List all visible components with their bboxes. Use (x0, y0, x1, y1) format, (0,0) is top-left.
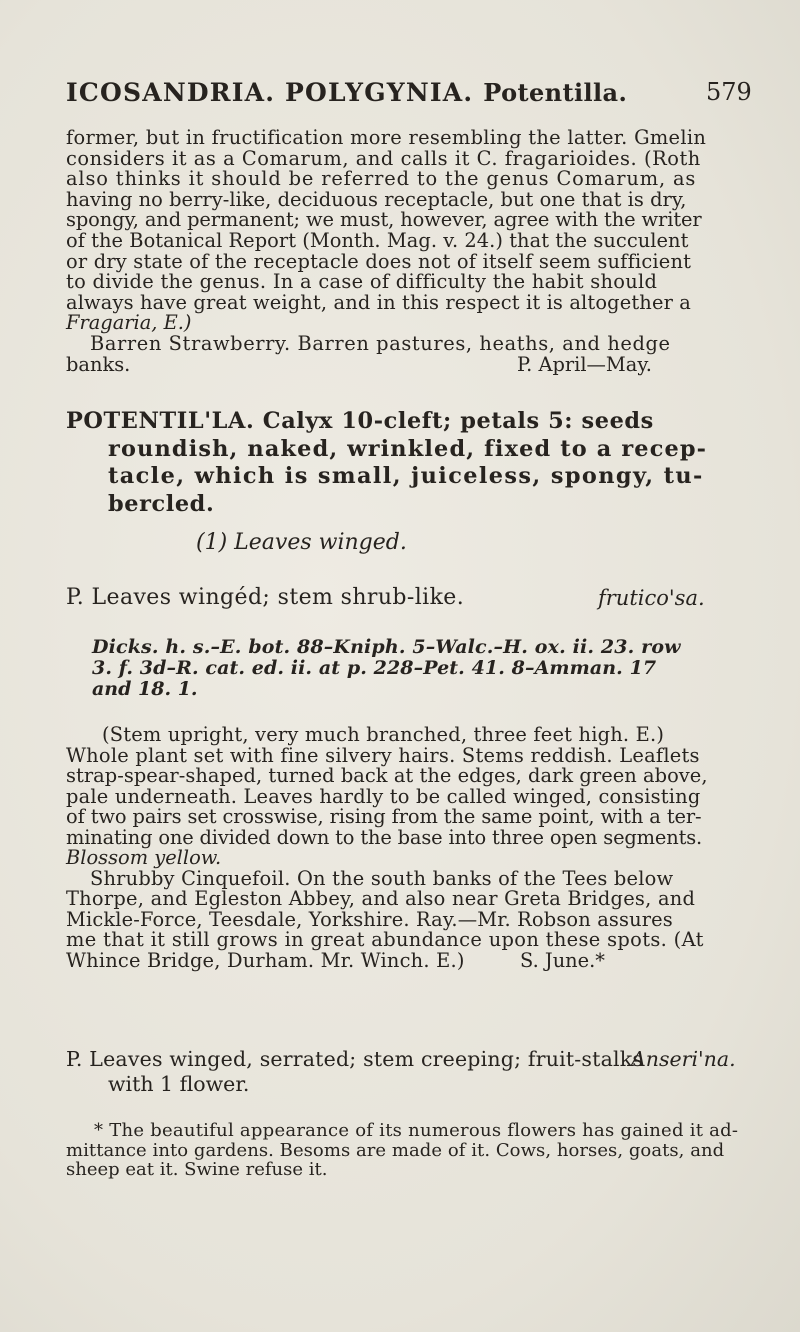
intro-line: having no berry-like, deciduous receptacle, but one that is dry, (66, 187, 687, 211)
reference-line: 3. f. 3d–R. cat. ed. ii. at p. 228–Pet. 41. 8–Amman. 17 (92, 657, 657, 679)
intro-line: spongy, and permanent; we must, however, agree with the writer (66, 208, 702, 232)
footnote-line: mittance into gardens. Besoms are made of it. Cows, horses, goats, and (66, 1139, 725, 1161)
description-line: of two pairs set crosswise, rising from the same point, with a ter- (66, 805, 702, 828)
intro-line: always have great weight, and in this respect it is altogether a (66, 290, 692, 314)
description-line: minating one divided down to the base into three open segments. (66, 825, 703, 849)
description-line: (Stem upright, very much branched, three feet high. E.) (102, 723, 665, 746)
section-heading: (1) Leaves winged. (196, 530, 407, 555)
species1-references (66, 637, 681, 700)
intro-line: considers it as a Comarum, and calls it C. fragarioides. (Roth (66, 146, 701, 170)
page-number: 579 (706, 78, 752, 106)
running-head (66, 78, 627, 107)
intro-line: of the Botanical Report (Month. Mag. v. 24.) that the succulent (66, 228, 689, 252)
intro-line: Barren Strawberry. Barren pastures, heaths, and hedge (90, 331, 671, 355)
reference-line: Dicks. h. s.–E. bot. 88–Kniph. 5–Walc.–H. ox. ii. 23. row (92, 636, 681, 658)
intro-line: to divide the genus. In a case of difficulty the habit should (66, 270, 658, 294)
description-line: Thorpe, and Egleston Abbey, and also near Greta Bridges, and (66, 887, 696, 910)
reference-line: and 18. 1. (92, 678, 198, 700)
genus-line: tacle, which is small, juiceless, spongy, tu- (108, 463, 704, 489)
footnote-line: * The beautiful appearance of its numerous flowers has gained it ad- (94, 1120, 739, 1141)
description-line: strap-spear-shaped, turned back at the edges, dark green above, (66, 764, 708, 787)
description-line: Whince Bridge, Durham. Mr. Winch. E.) (66, 948, 465, 972)
species2-diagnosis-cont: with 1 flower. (108, 1072, 250, 1096)
footnote (66, 1121, 738, 1180)
description-line: pale underneath. Leaves hardly to be called winged, consisting (66, 784, 701, 808)
intro-line: banks. (66, 352, 131, 376)
description-line: Whole plant set with fine silvery hairs. Stems reddish. Leaflets (66, 743, 700, 767)
running-head-genus: Potentilla. (483, 78, 628, 107)
species1-name: frutico'sa. (598, 586, 705, 610)
intro-line: or dry state of the receptacle does not of itself seem sufficient (66, 249, 692, 273)
description-line: Mickle-Force, Teesdale, Yorkshire. Ray.—Mr. Robson assures (66, 907, 673, 931)
footnote-line: sheep eat it. Swine refuse it. (66, 1159, 328, 1180)
genus-line: roundish, naked, wrinkled, fixed to a recep- (108, 435, 708, 462)
intro-line: also thinks it should be referred to the genus Comarum, as (66, 167, 697, 191)
genus-line: POTENTIL'LA. Calyx 10-cleft; petals 5: seeds (66, 408, 654, 434)
intro-line: former, but in fructification more resembling the latter. Gmelin (66, 126, 707, 149)
genus-line: bercled. (108, 490, 215, 517)
species1-diagnosis: P. Leaves wingéd; stem shrub-like. (66, 585, 465, 610)
intro-text (66, 128, 706, 376)
species1-description (66, 725, 708, 972)
description-line: Blossom yellow. (66, 846, 222, 869)
species2-name: Anseri'na. (631, 1047, 736, 1071)
description-line: me that it still grows in great abundance upon these spots. (At (66, 928, 704, 951)
description-line: S. June.* (520, 948, 606, 972)
genus-description (66, 408, 707, 518)
running-head-classes: ICOSANDRIA. POLYGYNIA. (66, 78, 474, 107)
intro-line: Fragaria, E.) (66, 311, 192, 335)
description-line: Shrubby Cinquefoil. On the south banks of the Tees below (90, 866, 674, 890)
species2-diagnosis: P. Leaves winged, serrated; stem creeping; fruit-stalks (66, 1047, 644, 1071)
intro-line: P. April—May. (517, 352, 652, 376)
